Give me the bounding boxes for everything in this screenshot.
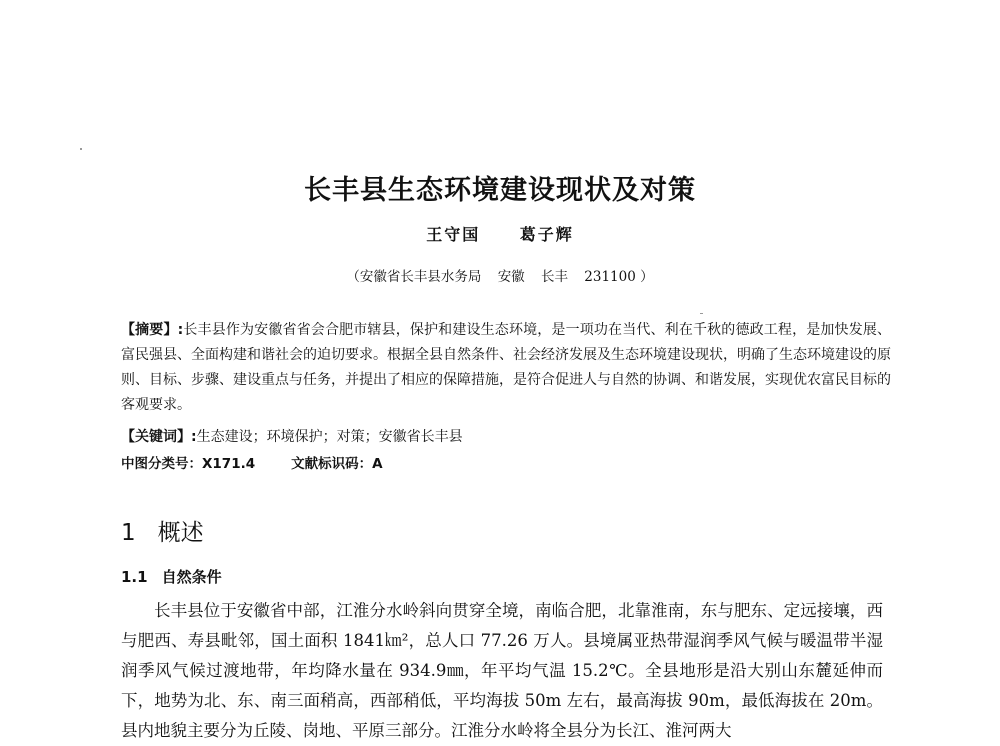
affiliation [0,265,1000,285]
scan-speck [700,313,703,314]
section-title: 概述 [157,520,204,546]
abstract-label: 【摘要】: [121,322,184,338]
affiliation-province: 安徽 [497,269,525,285]
paper-title: 长丰县生态环境建设现状及对策 [304,175,696,206]
classification [121,452,383,472]
subsection-heading [121,566,222,587]
subsection-title: 自然条件 [161,568,222,586]
body-paragraph: 长丰县位于安徽省中部，江淮分水岭斜向贯穿全境，南临合肥，北靠淮南，东与肥东、定远接壤，西与肥西、寿县毗邻，国土面积 1841㎞²，总人口 77.26 万人。县境属亚热带湿润季风气候与暖温带半湿润季风气候过渡地带，年均降水量在 934.9㎜，年平均气温 15.2℃。全县地形是沿大别山东麓延伸而下，地势为北、东、南三面稍高，西部稍低，平均海拔 50m 左右，最高海拔 90m，最低海拔在 20m。县内地貌主要分为丘陵、岗地、平原三部分。江淮分水岭将全县分为长江、淮河两大 [121,601,883,740]
scan-speck [80,148,82,150]
affiliation-postcode: 231100 ） [584,269,654,285]
affiliation-org: （安徽省长丰县水务局 [346,269,482,285]
subsection-number: 1.1 [121,568,148,586]
clc-number: 中图分类号：X171.4 [121,456,256,472]
section-heading [121,514,204,547]
author-list [0,222,1000,245]
keywords-text: 生态建设；环境保护；对策；安徽省长丰县 [196,429,463,445]
keywords [121,426,463,446]
keywords-label: 【关键词】: [121,429,197,445]
abstract [121,318,891,418]
section-number: 1 [121,520,136,546]
abstract-text: 长丰县作为安徽省省会合肥市辖县，保护和建设生态环境，是一项功在当代、利在千秋的德政工程，是加快发展、富民强县、全面构建和谐社会的迫切要求。根据全县自然条件、社会经济发展及生态环境建设现状，明确了生态环境建设的原则、目标、步骤、建设重点与任务，并提出了相应的保障措施，是符合促进人与自然的协调、和谐发展，实现优农富民目标的客观要求。 [121,322,892,413]
author-name: 葛子辉 [519,225,574,244]
author-name: 王守国 [426,225,481,244]
document-code: 文献标识码：A [291,456,383,472]
affiliation-city: 长丰 [540,269,568,285]
